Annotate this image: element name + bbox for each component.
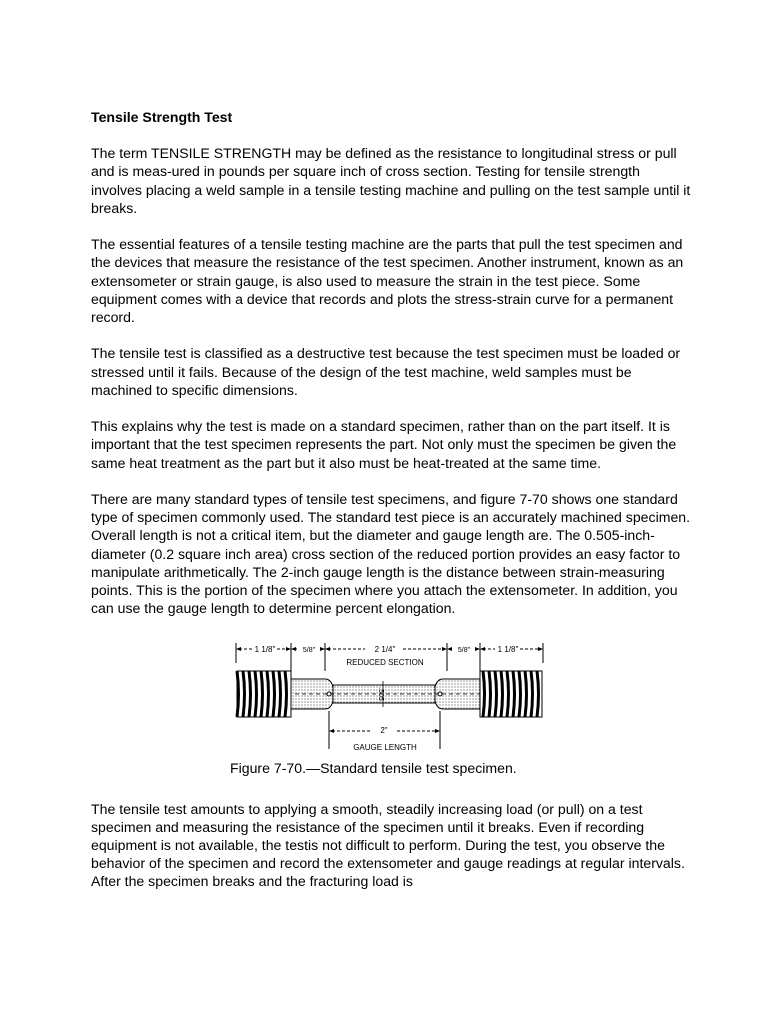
dim-right-label: 1 1/8" <box>497 645 519 655</box>
gauge-dim-label: 2" <box>380 726 388 736</box>
dim-right-shoulder-label: 5/8" <box>457 647 471 655</box>
diameter-label: .505 <box>377 687 384 702</box>
dim-center-label: 2 1/4" <box>374 645 396 655</box>
figure-caption: Figure 7-70.—Standard tensile test specimen. <box>230 760 517 777</box>
tensile-specimen-diagram <box>235 641 545 753</box>
left-threaded-end <box>237 671 291 717</box>
gauge-length-label: GAUGE LENGTH <box>353 743 417 753</box>
paragraph-machine: The essential features of a tensile testing machine are the parts that pull the test specimen and the devices that measure the resistance of the test specimen. Another instrument, known as an extensometer or strain gauge, is also used to measure the strain in the test piece. Some equipment comes with a device that records and plots the stress-strain curve for a permanent record. <box>91 236 684 326</box>
paragraph-destructive: The tensile test is classified as a destructive test because the test specimen must be loaded or stressed until it fails. Because of the design of the test machine, weld samples must be machined to specific dimensions. <box>91 345 681 398</box>
dim-left-shoulder-label: 5/8" <box>302 647 316 655</box>
gauge-mark-right <box>438 692 442 696</box>
paragraph-definition: The term TENSILE STRENGTH may be defined as the resistance to longitudinal stress or pull and is meas-ured in pounds per square inch of cross section. Testing for tensile strength involves placing a weld sample in a tensile testing machine and pulling on the test sample until it breaks. <box>91 145 691 216</box>
figure-7-70 <box>91 641 691 777</box>
gauge-mark-left <box>327 692 331 696</box>
document-page <box>91 108 691 909</box>
paragraph-standard-specimen: This explains why the test is made on a standard specimen, rather than on the part itself. It is important that the test specimen represents the part. Not only must the specimen be given the same heat treatment as the part but it also must be heat-treated at the same time. <box>91 418 677 471</box>
document-title: Tensile Strength Test <box>91 109 233 125</box>
paragraph-test-procedure: The tensile test amounts to applying a smooth, steadily increasing load (or pull) on a test specimen and measuring the resistance of the specimen until it breaks. Even if recording equipment is not available, the testis not difficult to perform. During the test, you observe the behavior of the specimen and record the extensometer and gauge readings at regular intervals. After the specimen breaks and the fracturing load is <box>91 800 685 890</box>
right-threaded-end <box>480 671 542 717</box>
dim-left-label: 1 1/8" <box>254 645 276 655</box>
paragraph-specimen-types: There are many standard types of tensile test specimens, and figure 7-70 shows one standard type of specimen commonly used. The standard test piece is an accurately machined specimen. Overall length is not a critical item, but the diameter and gauge length are. The 0.505-inch-diameter (0.2 square inch area) cross section of the reduced portion provides an easy factor to manipulate arithmetically. The 2-inch gauge length is the distance between strain-measuring points. This is the portion of the specimen where you attach the extensometer. In addition, you can use the gauge length to determine percent elongation. <box>91 491 691 617</box>
reduced-section-label: REDUCED SECTION <box>346 658 424 668</box>
